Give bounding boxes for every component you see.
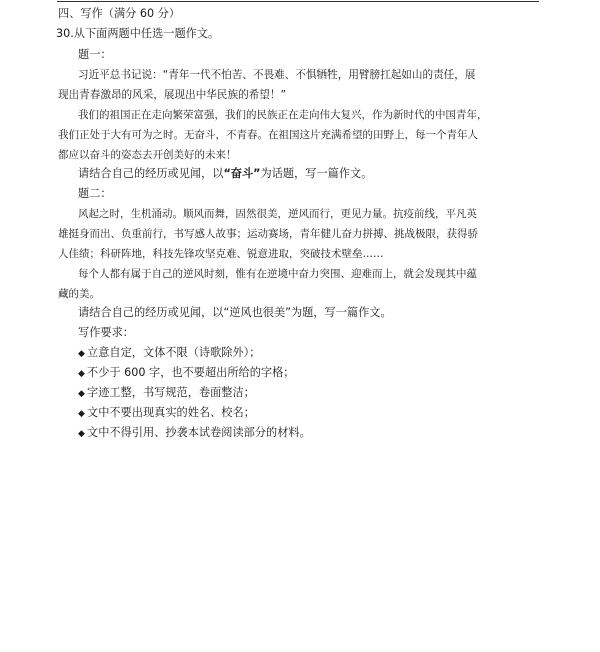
requirement-item	[78, 385, 255, 402]
topic1-para1-line1: 习近平总书记说：“青年一代不怕苦、不畏难、不惧牺牲，用臂膀扛起如山的责任，展	[78, 69, 476, 81]
topic1-label: 题一：	[78, 48, 112, 61]
topic1-para2-line3: 都应以奋斗的姿态去开创美好的未来！	[58, 149, 237, 161]
topic1-para2-line2: 我们正处于大有可为之时。无奋斗，不青春。在祖国这片充满希望的田野上，每一个青年人	[58, 129, 478, 141]
topic1-instruction-pre: 请结合自己的经历或见闻，以	[78, 167, 224, 180]
topic2-para1-line2: 雄挺身而出、负重前行，书写感人故事；运动赛场，青年健儿奋力拼搏、挑战极限，获得骄	[58, 228, 478, 240]
requirement-item	[78, 345, 260, 362]
topic1-instruction-post: 为话题，写一篇作文。	[260, 167, 373, 180]
topic1-instruction-keyword: “奋斗”	[223, 167, 261, 180]
topic1-instruction	[78, 166, 372, 182]
topic2-para1-line1: 风起之时，生机涌动。顺风而舞，固然很美，逆风而行，更见力量。抗疫前线，平凡英	[78, 208, 477, 220]
topic2-para2-line2: 藏的美。	[58, 288, 100, 300]
section-title: 四、写作（满分 60 分）	[58, 7, 181, 20]
diamond-bullet-icon: ◆	[78, 369, 85, 379]
requirement-text: 立意自定，文体不限（诗歌除外）；	[87, 346, 261, 359]
requirement-text: 文中不要出现真实的姓名、校名；	[87, 406, 255, 419]
requirement-item	[78, 405, 255, 422]
diamond-bullet-icon: ◆	[78, 409, 85, 419]
topic2-para2-line1: 每个人都有属于自己的逆风时刻，惟有在逆境中奋力突围、迎难而上，就会发现其中蕴	[78, 268, 477, 280]
requirement-item	[78, 365, 294, 382]
diamond-bullet-icon: ◆	[78, 429, 85, 439]
topic2-para1-line3: 人佳绩；科研阵地，科技先锋攻坚克难、锐意进取，突破技术壁垒……	[58, 248, 384, 260]
question-prompt: 30.从下面两题中任选一题作文。	[56, 27, 220, 40]
topic2-label: 题二：	[78, 187, 112, 200]
diamond-bullet-icon: ◆	[78, 349, 85, 359]
requirement-text: 不少于 600 字，也不要超出所给的字格；	[87, 366, 295, 379]
top-rule	[57, 1, 539, 2]
requirements-title: 写作要求：	[78, 326, 134, 339]
requirement-text: 文中不得引用、抄袭本试卷阅读部分的材料。	[87, 426, 311, 439]
topic1-para1-line2: 现出青春激昂的风采，展现出中华民族的希望！”	[58, 89, 286, 101]
topic1-para2-line1: 我们的祖国正在走向繁荣富强，我们的民族正在走向伟大复兴，作为新时代的中国青年，	[78, 109, 488, 121]
requirement-text: 字迹工整，书写规范，卷面整洁；	[87, 386, 255, 399]
diamond-bullet-icon: ◆	[78, 389, 85, 399]
topic2-instruction: 请结合自己的经历或见闻，以“逆风也很美”为题，写一篇作文。	[78, 306, 392, 319]
requirement-item	[78, 425, 311, 442]
